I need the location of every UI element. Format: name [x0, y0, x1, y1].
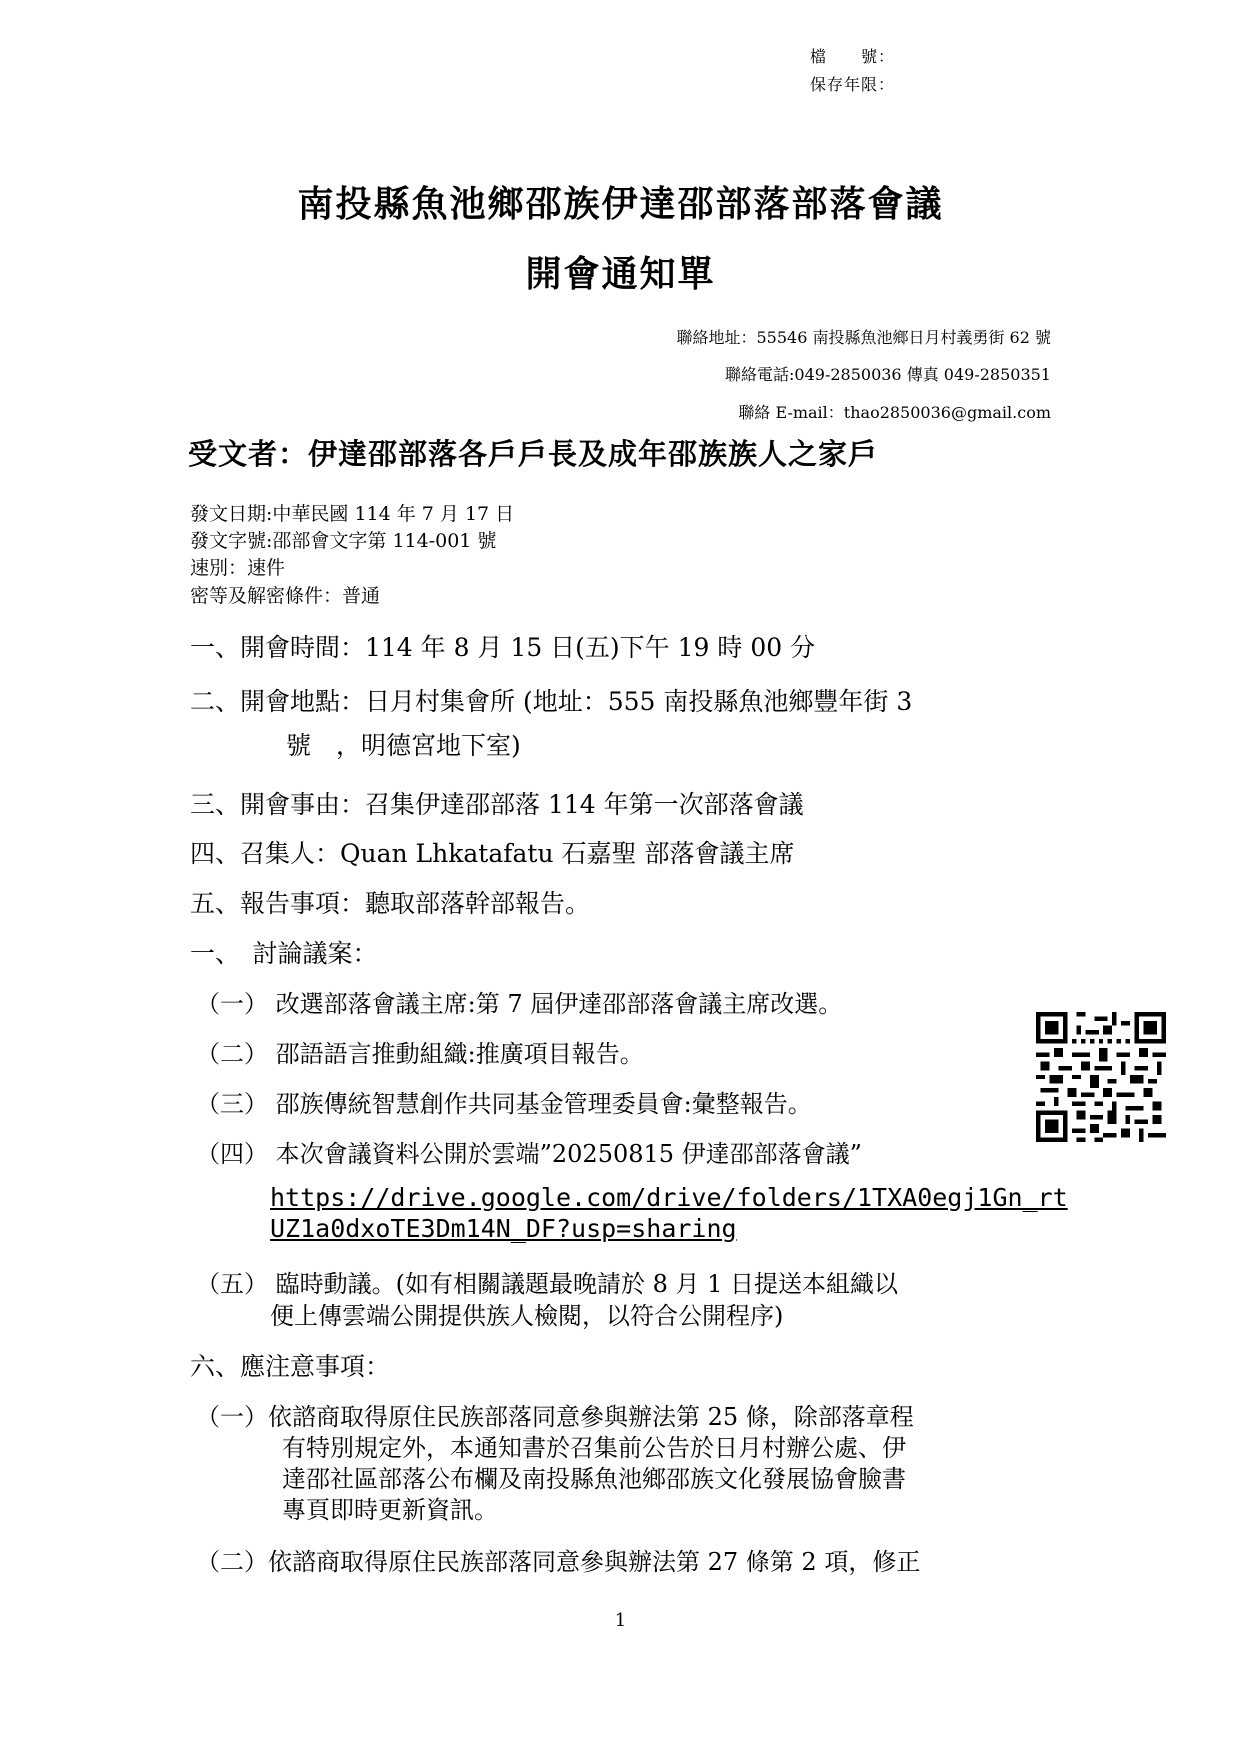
file-number-label: 檔 號：	[810, 47, 896, 66]
note-1-line3: 達邵社區部落公布欄及南投縣魚池鄉邵族文化發展協會臉書	[282, 1465, 906, 1493]
document-subtitle: 開會通知單	[525, 253, 716, 295]
convener: 四、召集人：Quan Lhkatafatu 石嘉聖 部落會議主席	[190, 839, 795, 868]
note-1-line2: 有特別規定外，本通知書於召集前公告於日月村辦公處、伊	[282, 1434, 906, 1462]
note-2: （二）依諮商取得原住民族部落同意參與辦法第 27 條第 2 項，修正	[196, 1548, 921, 1576]
qr-code	[1036, 1012, 1166, 1142]
note-1-line4: 專頁即時更新資訊。	[282, 1496, 498, 1524]
discussion-item-1: （一） 改選部落會議主席:第 7 屆伊達邵部落會議主席改選。	[196, 990, 843, 1018]
issue-number: 發文字號:邵部會文字第 114-001 號	[190, 530, 497, 552]
retention-period-label: 保存年限：	[810, 75, 896, 94]
contact-address: 聯絡地址：55546 南投縣魚池鄉日月村義勇街 62 號	[676, 328, 1051, 347]
discussion-item-4: （四） 本次會議資料公開於雲端”20250815 伊達邵部落會議”	[196, 1140, 862, 1168]
contact-phone: 聯絡電話:049-2850036 傳真 049-2850351	[725, 365, 1051, 384]
security-level: 密等及解密條件：普通	[190, 585, 381, 607]
issue-date: 發文日期:中華民國 114 年 7 月 17 日	[190, 503, 515, 525]
meeting-place-cont: 號 ，明德宮地下室)	[286, 731, 521, 760]
drive-link-line2[interactable]: UZ1a0dxoTE3Dm14N_DF?usp=sharing	[270, 1214, 737, 1243]
discussion-item-5-cont: 便上傳雲端公開提供族人檢閱，以符合公開程序)	[270, 1302, 784, 1330]
discussion-item-2: （二） 邵語語言推動組織:推廣項目報告。	[196, 1040, 644, 1068]
contact-email: 聯絡 E-mail：thao2850036@gmail.com	[738, 403, 1051, 422]
meeting-time: 一、開會時間：114 年 8 月 15 日(五)下午 19 時 00 分	[190, 633, 816, 662]
discussion-item-3: （三） 邵族傳統智慧創作共同基金管理委員會:彙整報告。	[196, 1090, 812, 1118]
drive-link-line1[interactable]: https://drive.google.com/drive/folders/1TXA0egj1Gn_rt	[270, 1183, 1068, 1212]
delivery-speed: 速別：速件	[190, 557, 286, 579]
notes-heading: 六、應注意事項：	[190, 1352, 391, 1381]
document-title: 南投縣魚池鄉邵族伊達邵部落部落會議	[297, 183, 944, 225]
note-1: （一）依諮商取得原住民族部落同意參與辦法第 25 條，除部落章程	[196, 1403, 914, 1431]
recipient: 受文者：伊達邵部落各戶戶長及成年邵族族人之家戶	[188, 437, 879, 471]
report-items: 五、報告事項：聽取部落幹部報告。	[190, 889, 591, 918]
discussion-heading: 一、 討論議案：	[190, 939, 378, 968]
page-number: 1	[614, 1610, 627, 1631]
meeting-place: 二、開會地點：日月村集會所 (地址：555 南投縣魚池鄉豐年街 3	[190, 687, 913, 716]
discussion-item-5: （五） 臨時動議。(如有相關議題最晚請於 8 月 1 日提送本組織以	[196, 1270, 899, 1298]
meeting-reason: 三、開會事由：召集伊達邵部落 114 年第一次部落會議	[190, 790, 804, 819]
